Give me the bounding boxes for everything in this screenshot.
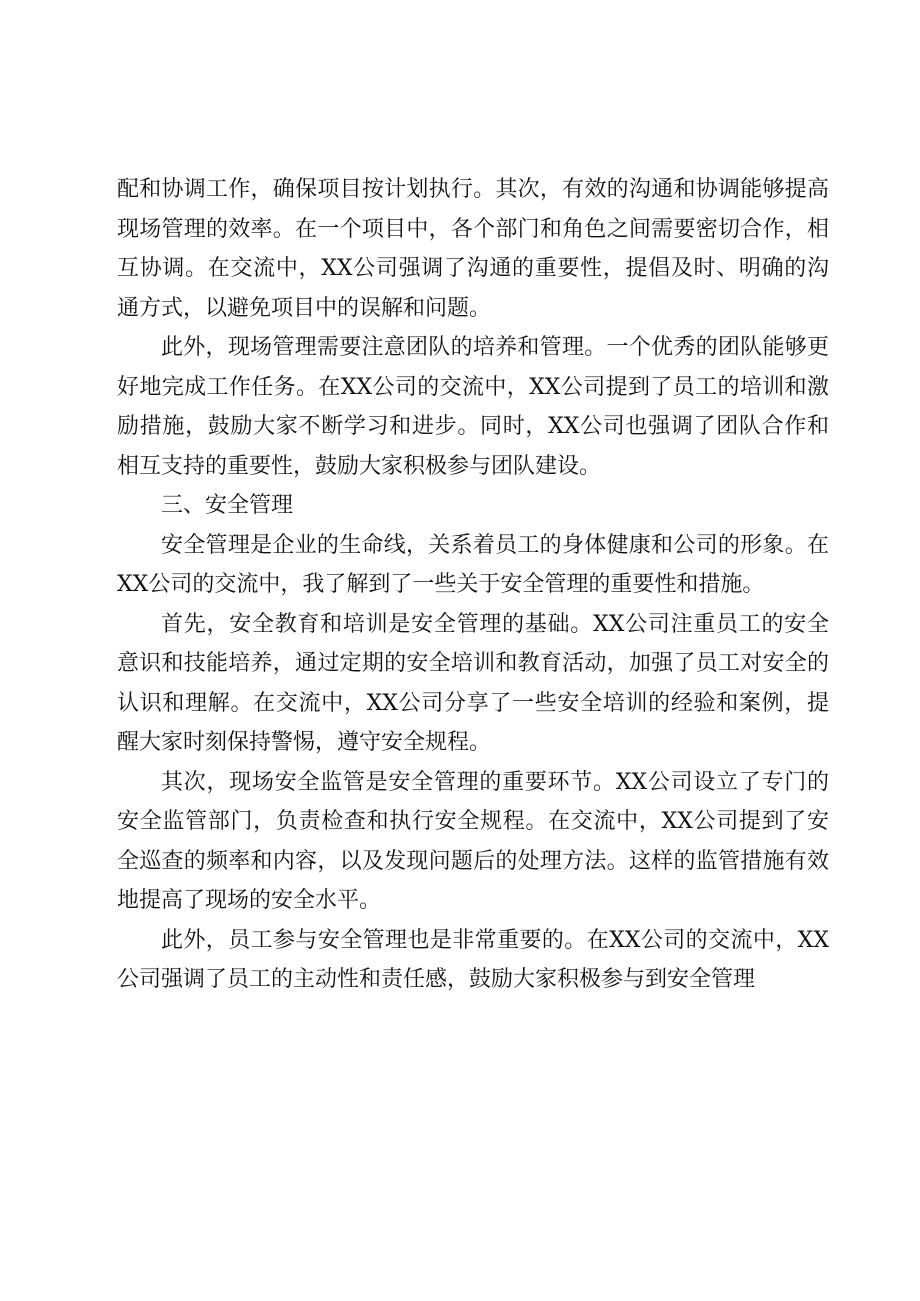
section-heading-safety: 三、安全管理 [161,493,294,518]
paragraph-communication: 配和协调工作，确保项目按计划执行。其次，有效的沟通和协调能够提高现场管理的效率。在一个项目中，各个部门和角色之间需要密切合作，相互协调。在交流中，XX公司强调了沟通的重要性，提倡及时、明确的沟通方式，以避免项目中的误解和问题。 [117,177,829,321]
paragraph-team-building: 此外，现场管理需要注意团队的培养和管理。一个优秀的团队能够更好地完成工作任务。在XX公司的交流中，XX公司提到了员工的培训和激励措施，鼓励大家不断学习和进步。同时，XX公司也强调了团队合作和相互支持的重要性，鼓励大家积极参与团队建设。 [117,335,829,479]
document-body [117,170,829,1000]
paragraph-safety-intro: 安全管理是企业的生命线，关系着员工的身体健康和公司的形象。在XX公司的交流中，我了解到了一些关于安全管理的重要性和措施。 [117,532,829,597]
paragraph-safety-supervision: 其次，现场安全监管是安全管理的重要环节。XX公司设立了专门的安全监管部门，负责检查和执行安全规程。在交流中，XX公司提到了安全巡查的频率和内容，以及发现问题后的处理方法。这样的监管措施有效地提高了现场的安全水平。 [117,769,829,913]
paragraph-safety-training: 首先，安全教育和培训是安全管理的基础。XX公司注重员工的安全意识和技能培养，通过定期的安全培训和教育活动，加强了员工对安全的认识和理解。在交流中，XX公司分享了一些安全培训的经验和案例，提醒大家时刻保持警惕，遵守安全规程。 [117,611,829,755]
paragraph-employee-participation: 此外，员工参与安全管理也是非常重要的。在XX公司的交流中，XX公司强调了员工的主动性和责任感，鼓励大家积极参与到安全管理 [117,927,829,992]
